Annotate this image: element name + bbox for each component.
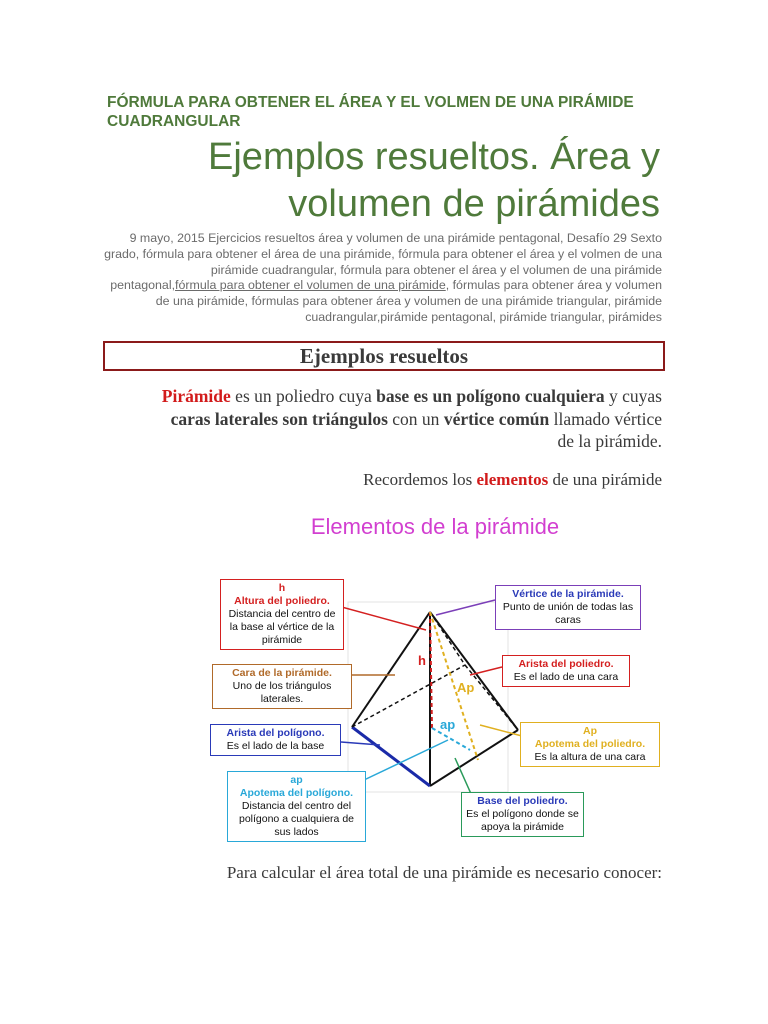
edge-back-hidden — [430, 612, 465, 665]
meta-text-2: , fórmulas para obtener área y volumen de una pirámide, fórmulas para obtener área y volumen de una pirámide triangular, pirámide cuadrangular,pirámide pentagonal, pirámide triangular, pirámides — [155, 278, 662, 324]
callout-apotema-poligono-title: Apotema del polígono. — [239, 787, 354, 799]
label-Ap: Ap — [457, 680, 475, 695]
meta-link[interactable]: fórmula para obtener el volumen de una pirámide — [175, 278, 446, 293]
article-category-title: FÓRMULA PARA OBTENER EL ÁREA Y EL VOLMEN DE UNA PIRÁMIDE CUADRANGULAR — [107, 94, 634, 130]
callout-apotema-poliedro-symbol: Ap — [583, 725, 597, 737]
callout-altura — [220, 579, 344, 650]
callout-apotema-poligono-text: Distancia del centro del polígono a cualquiera de sus lados — [238, 800, 354, 838]
callout-arista-poliedro — [502, 655, 630, 687]
edge-left — [352, 612, 430, 727]
term-elementos: elementos — [476, 470, 549, 489]
pyramid-definition — [160, 385, 662, 453]
callout-arista-poliedro-title: Arista del poliedro. — [518, 658, 614, 670]
callout-vertice — [495, 585, 641, 630]
callout-altura-text: Distancia del centro de la base al vértice de la pirámide — [228, 608, 336, 646]
label-ap: ap — [440, 717, 456, 732]
def-bold: caras laterales son triángulos — [170, 408, 388, 429]
def-text: con un — [387, 408, 444, 429]
recall-text: de una pirámide — [548, 470, 662, 489]
post-meta — [104, 231, 662, 326]
callout-arista-poligono-text: Es el lado de la base — [226, 740, 325, 752]
def-text: y cuyas — [604, 386, 662, 406]
meta-text: 9 mayo, 2015 Ejercicios resueltos área y volumen de una pirámide pentagonal, Desafío 29 Sexto grado, fórmula para obtener el área de una pirámide, fórmula para obtener el área y el volmen de una pirámide cuadrangular, fórmula para obtener el área y el volumen de una pirámide pentagonal, — [104, 231, 662, 293]
def-text: es un poliedro cuya — [230, 386, 377, 406]
def-bold: base es un polígono cualquiera — [376, 386, 605, 406]
callout-altura-title: Altura del poliedro. — [234, 595, 330, 607]
callout-cara-title: Cara de la pirámide. — [232, 667, 332, 679]
callout-apotema-poliedro — [520, 722, 660, 767]
callout-vertice-title: Vértice de la pirámide. — [512, 588, 624, 600]
def-bold: vértice común — [443, 408, 550, 429]
callout-base-text: Es el polígono donde se apoya la pirámide — [466, 808, 579, 833]
callout-apotema-poliedro-text: Es la altura de una cara — [534, 751, 646, 763]
callout-cara — [212, 664, 352, 709]
callout-arista-poligono — [210, 724, 341, 756]
callout-altura-symbol: h — [278, 582, 286, 594]
term-piramide: Pirámide — [161, 386, 231, 406]
callout-base-title: Base del poliedro. — [477, 795, 568, 807]
def-text: llamado vértice de la pirámide. — [549, 408, 662, 451]
figure-title: Elementos de la pirámide — [310, 514, 560, 539]
section-title-box: Ejemplos resueltos — [103, 341, 665, 371]
label-h: h — [418, 653, 426, 668]
callout-cara-text: Uno de los triángulos laterales. — [232, 680, 332, 705]
recall-text: Recordemos los — [363, 470, 477, 489]
callout-apotema-poligono — [227, 771, 366, 842]
page-title: Ejemplos resueltos. Área y volumen de pirámides — [208, 136, 660, 225]
recall-elements-line — [160, 469, 662, 491]
base-edge-front-right — [430, 730, 518, 786]
callout-apotema-poliedro-title: Apotema del poliedro. — [534, 738, 646, 750]
closing-sentence: Para calcular el área total de una pirámide es necesario conocer: — [226, 863, 662, 882]
callout-base — [461, 792, 584, 837]
callout-apotema-poligono-symbol: ap — [290, 774, 303, 786]
callout-arista-poliedro-text: Es el lado de una cara — [513, 671, 619, 683]
callout-vertice-text: Punto de unión de todas las caras — [502, 601, 634, 626]
callout-arista-poligono-title: Arista del polígono. — [226, 727, 325, 739]
